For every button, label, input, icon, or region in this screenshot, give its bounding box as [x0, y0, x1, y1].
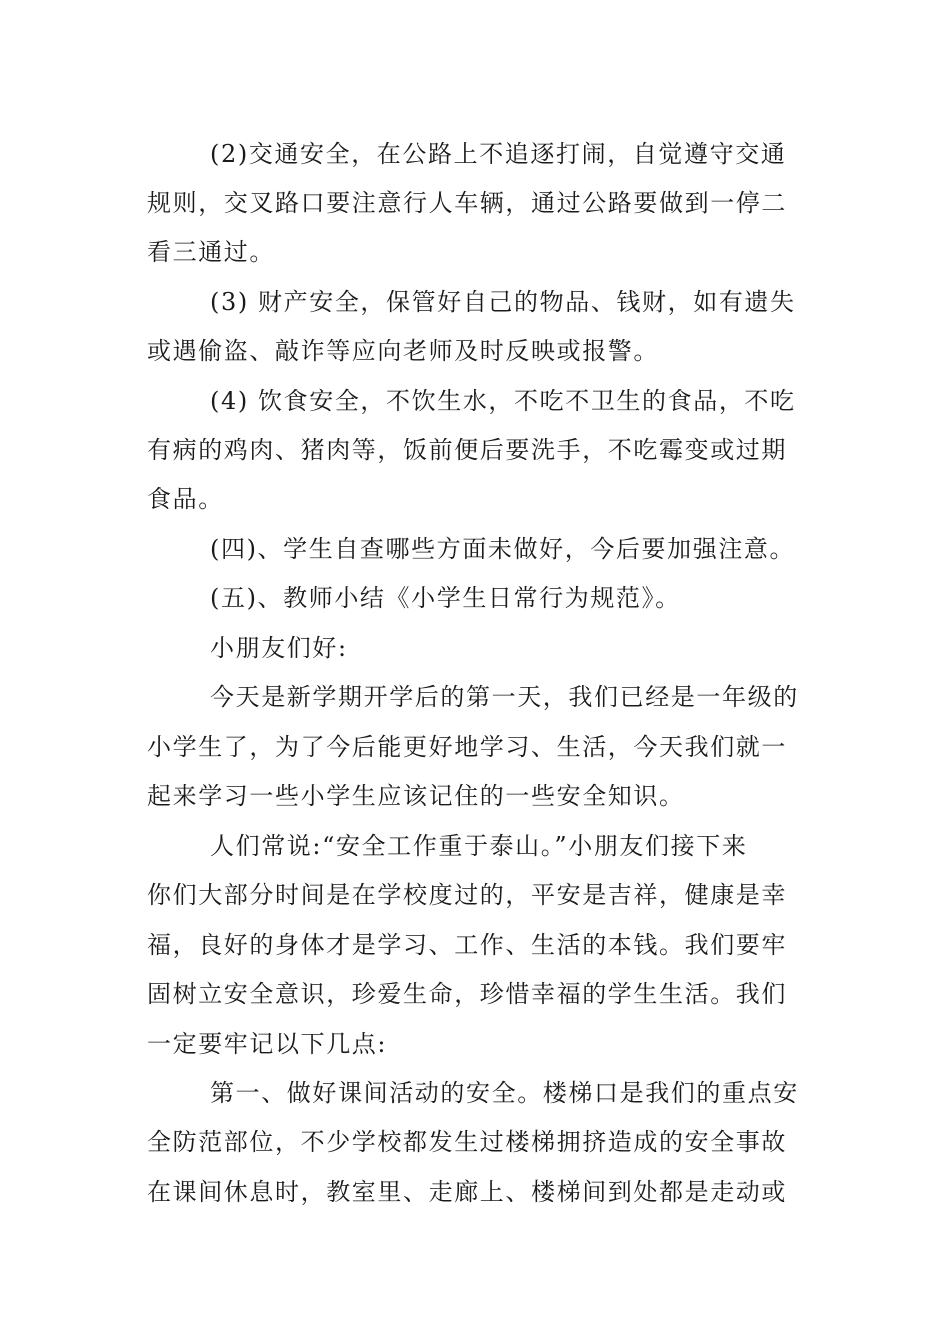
paragraph-line: (4) 饮食安全，不饮生水，不吃不卫生的食品，不吃 — [210, 387, 796, 415]
paragraph-line: 今天是新学期开学后的第一天，我们已经是一年级的 — [210, 683, 799, 711]
paragraph-line: 食品。 — [147, 485, 224, 513]
paragraph-line: 有病的鸡肉、猪肉等，饭前便后要洗手，不吃霉变或过期 — [147, 436, 787, 464]
paragraph-line: 人们常说:“安全工作重于泰山。”小朋友们接下来 — [210, 832, 748, 860]
paragraph-line: 规则，交叉路口要注意行人车辆，通过公路要做到一停二 — [147, 189, 787, 217]
paragraph-line: 看三通过。 — [147, 238, 275, 266]
paragraph-line: 或遇偷盗、敲诈等应向老师及时反映或报警。 — [147, 337, 659, 365]
paragraph-line: 全防范部位，不少学校都发生过楼梯拥挤造成的安全事故 — [147, 1128, 787, 1156]
paragraph-line: (五)、教师小结《小学生日常行为规范》。 — [210, 584, 681, 612]
paragraph-line: 福，良好的身体才是学习、工作、生活的本钱。我们要牢 — [147, 931, 787, 959]
paragraph-line: 起来学习一些小学生应该记住的一些安全知识。 — [147, 782, 685, 810]
paragraph-line: 第一、做好课间活动的安全。楼梯口是我们的重点安 — [210, 1079, 799, 1107]
paragraph-line: (2)交通安全，在公路上不追逐打闹，自觉遵守交通 — [210, 140, 787, 168]
paragraph-line: (四)、学生自查哪些方面未做好，今后要加强注意。 — [210, 535, 796, 563]
paragraph-line: 你们大部分时间是在学校度过的，平安是吉祥，健康是幸 — [147, 881, 787, 909]
paragraph-line: 一定要牢记以下几点: — [147, 1030, 388, 1058]
paragraph-line: 小朋友们好: — [210, 634, 348, 662]
paragraph-line: 小学生了，为了今后能更好地学习、生活，今天我们就一 — [147, 733, 787, 761]
paragraph-line: 固树立安全意识，珍爱生命，珍惜幸福的学生生活。我们 — [147, 980, 787, 1008]
paragraph-line: 在课间休息时，教室里、走廊上、楼梯间到处都是走动或 — [147, 1178, 787, 1206]
paragraph-line: (3) 财产安全，保管好自己的物品、钱财，如有遗失 — [210, 288, 796, 316]
